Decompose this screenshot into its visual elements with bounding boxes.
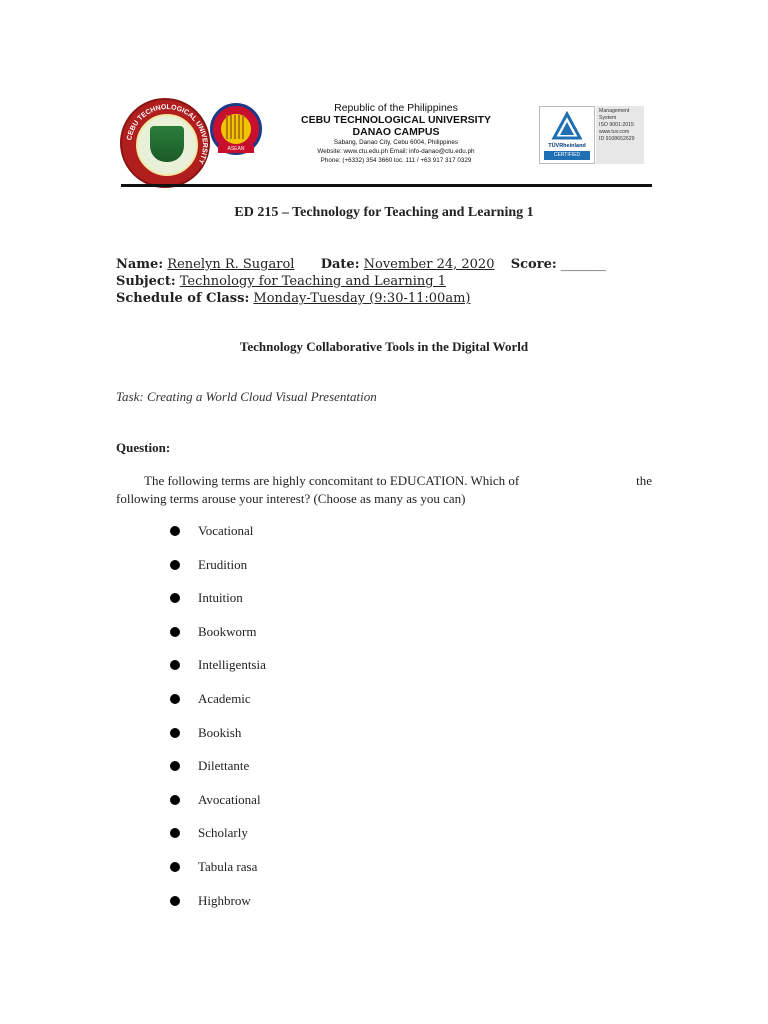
term-label: Highbrow <box>198 892 251 908</box>
header-divider <box>121 184 652 187</box>
document-title: ED 215 – Technology for Teaching and Learning 1 <box>234 205 534 220</box>
contact-line: Website: www.ctu.edu.ph Email: info-danao@ctu.edu.ph <box>317 148 475 155</box>
term-label: Academic <box>198 690 251 706</box>
list-item <box>170 724 266 758</box>
list-item <box>170 589 266 623</box>
bullet-icon <box>170 660 180 670</box>
subject-label: Subject: <box>116 274 176 289</box>
tuv-side-panel <box>596 106 644 164</box>
bullet-icon <box>170 761 180 771</box>
list-item <box>170 690 266 724</box>
schedule-value: Monday-Tuesday (9:30-11:00am) <box>253 291 471 306</box>
score-label: Score: <box>510 257 557 272</box>
campus-name: DANAO CAMPUS <box>352 126 440 138</box>
asean-logo <box>210 103 262 163</box>
term-label: Scholarly <box>198 825 248 841</box>
bullet-icon <box>170 627 180 637</box>
list-item <box>170 757 266 791</box>
list-item <box>170 556 266 590</box>
svg-text:CEBU TECHNOLOGICAL UNIVERSITY: CEBU TECHNOLOGICAL UNIVERSITY <box>126 103 209 165</box>
name-value: Renelyn R. Sugarol <box>167 257 295 272</box>
section-title: Technology Collaborative Tools in the Digital World <box>239 339 529 354</box>
term-label: Erudition <box>198 556 248 572</box>
bullet-icon <box>170 694 180 704</box>
name-date-score-row <box>116 256 606 273</box>
university-name: CEBU TECHNOLOGICAL UNIVERSITY <box>301 114 491 126</box>
score-value: _______ <box>560 257 607 272</box>
list-item <box>170 824 266 858</box>
tuv-side-text: System <box>599 115 617 121</box>
bullet-icon <box>170 526 180 536</box>
task-line: Task: Creating a World Cloud Visual Presentation <box>116 389 377 404</box>
bullet-icon <box>170 728 180 738</box>
date-label: Date: <box>320 257 360 272</box>
tuv-side-text: ID 9108652629 <box>599 136 635 142</box>
tuv-side-text: www.tuv.com <box>599 129 630 135</box>
phone-line: Phone: (+6332) 354 3660 loc. 111 / +63 917 317 0329 <box>320 157 472 164</box>
bullet-icon <box>170 896 180 906</box>
bullet-icon <box>170 795 180 805</box>
list-item <box>170 791 266 825</box>
tuv-side-text: ISO 9001:2015 <box>599 122 634 128</box>
tuv-certification-badge <box>539 106 595 164</box>
tuv-triangle-icon <box>550 111 584 141</box>
subject-value: Technology for Teaching and Learning 1 <box>179 274 446 289</box>
seal-ring <box>122 100 212 190</box>
bullet-icon <box>170 862 180 872</box>
subject-row <box>116 273 446 290</box>
term-label: Tabula rasa <box>198 858 258 874</box>
tuv-side-text: Management <box>599 108 630 114</box>
name-label: Name: <box>116 257 164 272</box>
term-label: Vocational <box>198 523 254 538</box>
address-line: Sabang, Danao City, Cebu 6004, Philippines <box>333 139 459 146</box>
tuv-brand: TÜVRheinland <box>548 143 586 149</box>
bullet-icon <box>170 593 180 603</box>
university-letterhead <box>296 102 496 165</box>
list-item <box>170 522 266 556</box>
bullet-icon <box>170 828 180 838</box>
paragraph-text: following terms arouse your interest? (Choose as many as you can) <box>116 491 466 506</box>
schedule-row <box>116 290 470 307</box>
terms-list <box>170 522 266 925</box>
schedule-label: Schedule of Class: <box>116 291 250 306</box>
list-item <box>170 656 266 690</box>
term-label: Bookish <box>198 724 242 740</box>
list-item <box>170 623 266 657</box>
rice-sheaf-icon <box>226 115 246 139</box>
question-label: Question: <box>116 440 171 455</box>
term-label: Intuition <box>198 590 243 606</box>
term-label: Intelligentsia <box>198 657 266 673</box>
date-value: November 24, 2020 <box>363 257 495 272</box>
list-item <box>170 858 266 892</box>
list-item <box>170 892 266 926</box>
paragraph-text: the <box>636 473 652 488</box>
term-label: Dilettante <box>198 758 250 774</box>
question-paragraph <box>116 472 652 508</box>
asean-label: ASEAN <box>218 145 254 153</box>
paragraph-text: The following terms are highly concomitant to EDUCATION. Which of <box>144 473 520 488</box>
tuv-certified-label: CERTIFIED <box>544 151 590 160</box>
term-label: Bookworm <box>198 623 257 639</box>
university-seal <box>120 98 210 188</box>
term-label: Avocational <box>198 791 261 807</box>
bullet-icon <box>170 560 180 570</box>
republic-line: Republic of the Philippines <box>334 102 458 114</box>
